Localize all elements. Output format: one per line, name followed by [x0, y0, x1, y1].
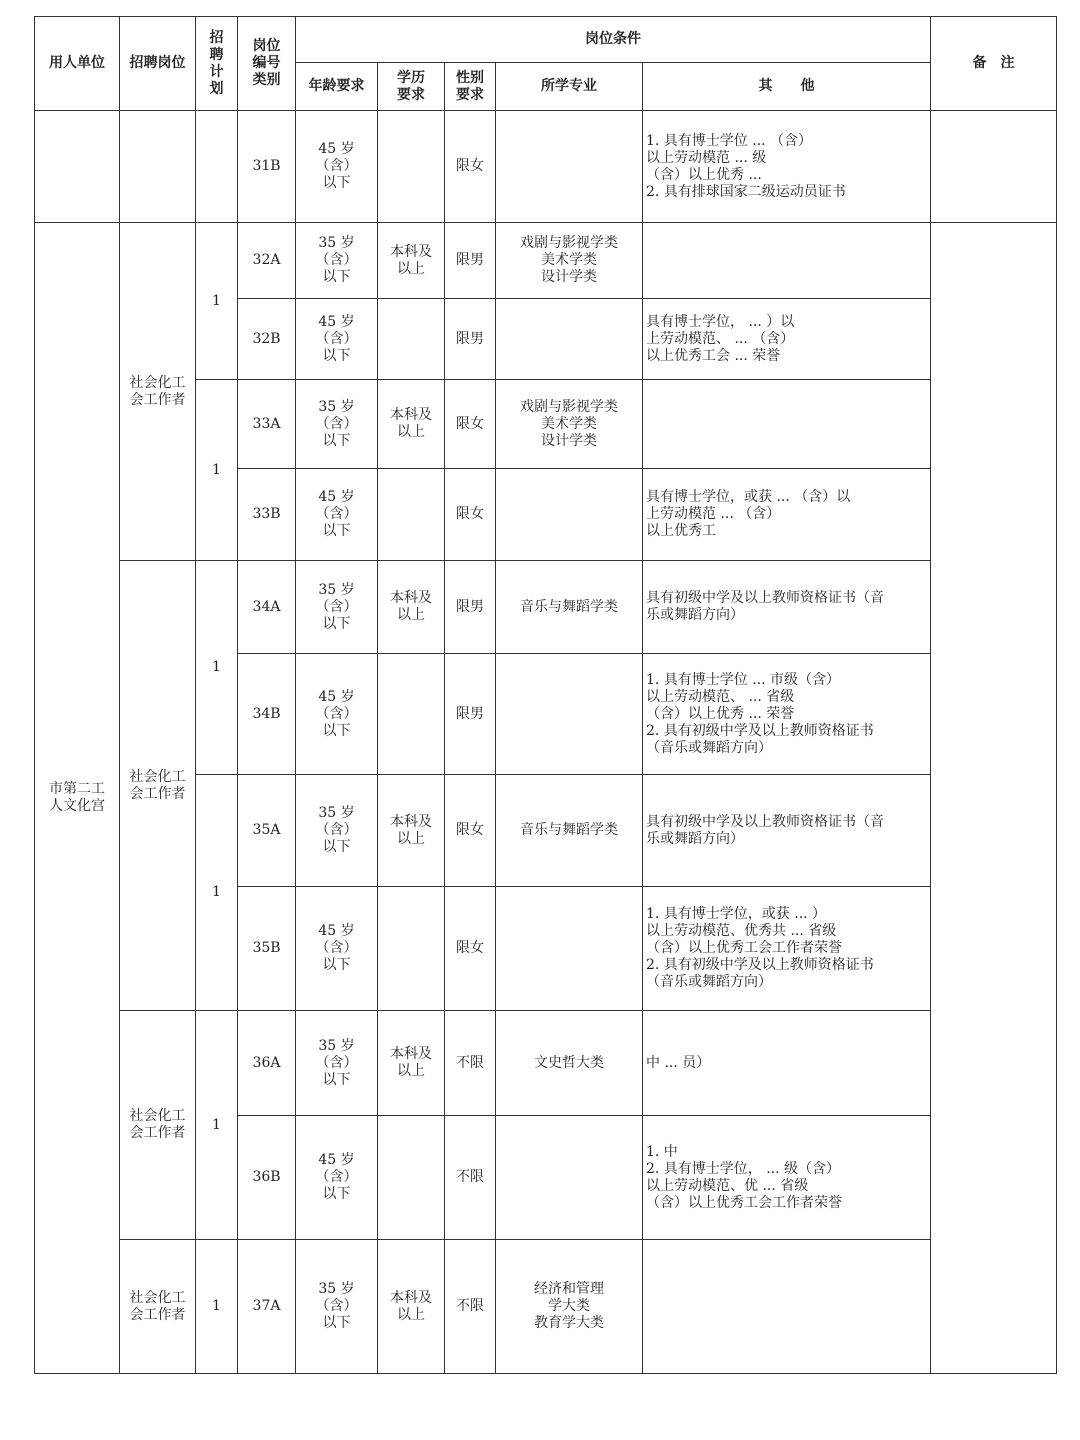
edu-cell: [378, 111, 445, 223]
gender-cell: 不限: [445, 1011, 496, 1116]
age-cell: 45 岁（含） 以下: [296, 469, 378, 561]
gender-cell: 限男: [445, 299, 496, 380]
major-cell: [496, 469, 643, 561]
major-cell: [496, 887, 643, 1011]
plan-cell: 1: [196, 223, 238, 380]
age-cell: 45 岁（含） 以下: [296, 1116, 378, 1240]
other-cell: 中 ... 员）: [643, 1011, 931, 1116]
recruitment-table: [34, 16, 1057, 1374]
other-cell: [643, 380, 931, 469]
gender-cell: 不限: [445, 1240, 496, 1374]
remark-cell: [931, 223, 1057, 1374]
age-cell: 35 岁（含） 以下: [296, 1240, 378, 1374]
other-cell: 1. 具有博士学位 ... 市级（含） 以上劳动模范、 ... 省级 （含）以上优秀 ... 荣誉 2. 具有初级中学及以上教师资格证书 （音乐或舞蹈方向）: [643, 654, 931, 775]
remark-cell: [931, 111, 1057, 223]
other-cell: [643, 223, 931, 299]
major-cell: [496, 1116, 643, 1240]
code-cell: 36B: [238, 1116, 296, 1240]
major-cell: 经济和管理 学大类 教育学大类: [496, 1240, 643, 1374]
other-cell: 1. 具有博士学位，或获 ... ） 以上劳动模范、优秀共 ... 省级 （含）以上优秀工会工作者荣誉 2. 具有初级中学及以上教师资格证书 （音乐或舞蹈方向）: [643, 887, 931, 1011]
gender-cell: 限女: [445, 469, 496, 561]
other-cell: 具有初级中学及以上教师资格证书（音 乐或舞蹈方向）: [643, 561, 931, 654]
age-cell: 35 岁（含） 以下: [296, 1011, 378, 1116]
gender-cell: 限女: [445, 887, 496, 1011]
header-remark: 备 注: [931, 17, 1057, 111]
gender-cell: 限男: [445, 561, 496, 654]
edu-cell: 本科及 以上: [378, 1240, 445, 1374]
code-cell: 34B: [238, 654, 296, 775]
table-row: [35, 1011, 1057, 1116]
gender-cell: 限男: [445, 223, 496, 299]
edu-cell: [378, 469, 445, 561]
header-other: 其 他: [643, 63, 931, 111]
edu-cell: [378, 1116, 445, 1240]
other-cell: 1. 中 2. 具有博士学位， ... 级（含） 以上劳动模范、优 ... 省级 （含）以上优秀工会工作者荣誉: [643, 1116, 931, 1240]
position-cell-blank: [120, 111, 196, 223]
plan-cell: 1: [196, 775, 238, 1011]
code-cell: 32B: [238, 299, 296, 380]
position-cell: 社会化工 会工作者: [120, 1011, 196, 1240]
plan-cell: 1: [196, 1011, 238, 1240]
other-cell: 1. 具有博士学位 ... （含） 以上劳动模范 ... 级 （含）以上优秀 ... 2. 具有排球国家二级运动员证书: [643, 111, 931, 223]
age-cell: 35 岁（含） 以下: [296, 775, 378, 887]
header-unit: 用人单位: [35, 17, 120, 111]
plan-cell-blank: [196, 111, 238, 223]
major-cell: 文史哲大类: [496, 1011, 643, 1116]
major-cell: 音乐与舞蹈学类: [496, 561, 643, 654]
gender-cell: 限女: [445, 380, 496, 469]
edu-cell: 本科及 以上: [378, 561, 445, 654]
gender-cell: 不限: [445, 1116, 496, 1240]
header-age: 年龄要求: [296, 63, 378, 111]
code-cell: 36A: [238, 1011, 296, 1116]
header-edu: 学历 要求: [378, 63, 445, 111]
code-cell: 33B: [238, 469, 296, 561]
position-cell: 社会化工 会工作者: [120, 561, 196, 1011]
age-cell: 35 岁（含） 以下: [296, 380, 378, 469]
position-cell: 社会化工 会工作者: [120, 1240, 196, 1374]
major-cell: 戏剧与影视学类 美术学类 设计学类: [496, 380, 643, 469]
edu-cell: [378, 299, 445, 380]
gender-cell: 限女: [445, 775, 496, 887]
plan-cell: 1: [196, 561, 238, 775]
edu-cell: 本科及 以上: [378, 775, 445, 887]
table-row: [35, 561, 1057, 654]
age-cell: 45 岁（含） 以下: [296, 654, 378, 775]
major-cell: 音乐与舞蹈学类: [496, 775, 643, 887]
code-cell: 31B: [238, 111, 296, 223]
other-cell: 具有博士学位， ... ）以 上劳动模范、 ... （含） 以上优秀工会 ... 荣誉: [643, 299, 931, 380]
header-plan: 招 聘 计 划: [196, 17, 238, 111]
table-row: [35, 1240, 1057, 1374]
code-cell: 34A: [238, 561, 296, 654]
other-cell: [643, 1240, 931, 1374]
code-cell: 32A: [238, 223, 296, 299]
plan-cell: 1: [196, 1240, 238, 1374]
edu-cell: [378, 887, 445, 1011]
other-cell: 具有初级中学及以上教师资格证书（音 乐或舞蹈方向）: [643, 775, 931, 887]
edu-cell: 本科及 以上: [378, 223, 445, 299]
header-major: 所学专业: [496, 63, 643, 111]
code-cell: 37A: [238, 1240, 296, 1374]
table-row: [35, 223, 1057, 299]
position-cell: 社会化工 会工作者: [120, 223, 196, 561]
gender-cell: 限男: [445, 654, 496, 775]
major-cell: [496, 299, 643, 380]
age-cell: 35 岁（含） 以下: [296, 561, 378, 654]
edu-cell: [378, 654, 445, 775]
other-cell: 具有博士学位，或获 ... （含）以 上劳动模范 ... （含） 以上优秀工: [643, 469, 931, 561]
age-cell: 45 岁（含） 以下: [296, 299, 378, 380]
age-cell: 45 岁（含） 以下: [296, 887, 378, 1011]
header-position: 招聘岗位: [120, 17, 196, 111]
unit-cell: 市第二工 人文化宫: [35, 223, 120, 1374]
edu-cell: 本科及 以上: [378, 1011, 445, 1116]
plan-cell: 1: [196, 380, 238, 561]
gender-cell: 限女: [445, 111, 496, 223]
code-cell: 35A: [238, 775, 296, 887]
header-conditions: 岗位条件: [296, 17, 931, 63]
unit-cell-blank: [35, 111, 120, 223]
major-cell: [496, 111, 643, 223]
major-cell: [496, 654, 643, 775]
edu-cell: 本科及 以上: [378, 380, 445, 469]
major-cell: 戏剧与影视学类 美术学类 设计学类: [496, 223, 643, 299]
age-cell: 45 岁（含） 以下: [296, 111, 378, 223]
table-row: [35, 111, 1057, 223]
age-cell: 35 岁（含） 以下: [296, 223, 378, 299]
header-code: 岗位 编号 类别: [238, 17, 296, 111]
code-cell: 35B: [238, 887, 296, 1011]
header-gender: 性别 要求: [445, 63, 496, 111]
code-cell: 33A: [238, 380, 296, 469]
